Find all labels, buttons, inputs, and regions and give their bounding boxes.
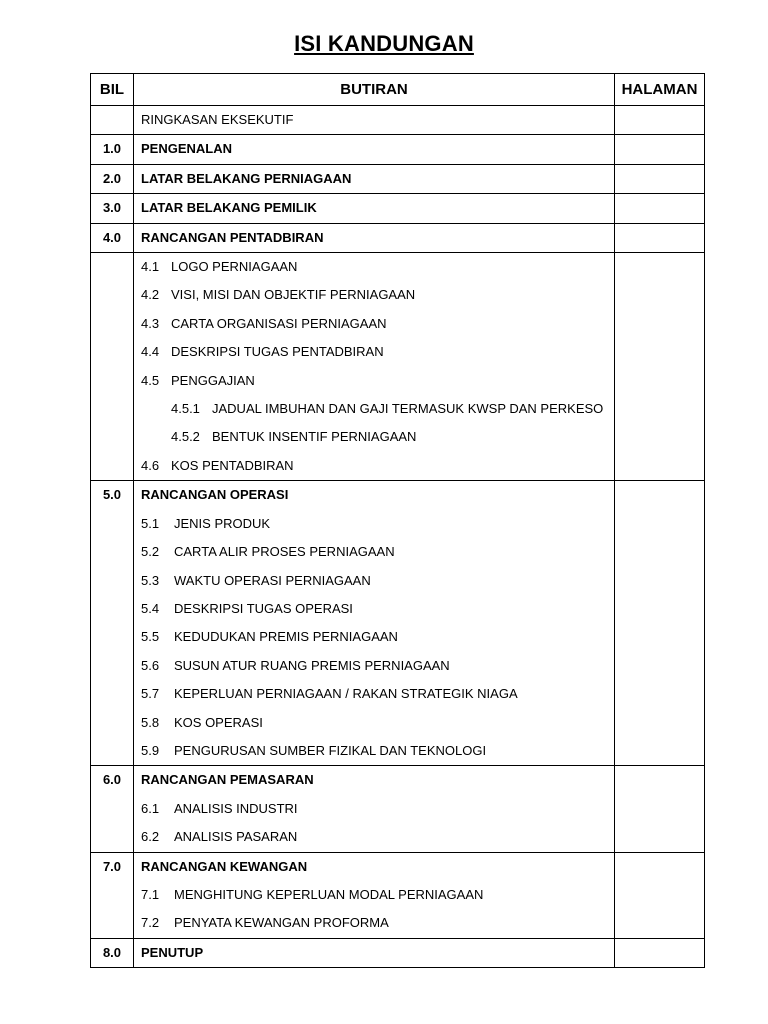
bil-cell: 4.0 — [91, 223, 134, 252]
subitem-label: JENIS PRODUK — [174, 515, 271, 531]
subitem-number: 7.1 — [141, 886, 160, 902]
subitem — [134, 595, 614, 623]
subitem — [134, 567, 614, 595]
subitem-number: 5.8 — [141, 714, 160, 730]
subitem-number: 5.7 — [141, 686, 160, 702]
subitem-label: ANALISIS PASARAN — [174, 829, 298, 845]
item-label: LATAR BELAKANG PEMILIK — [141, 200, 317, 216]
header-butiran: BUTIRAN — [134, 74, 615, 106]
halaman-cell — [615, 481, 705, 766]
subitem-number: 4.6 — [141, 457, 160, 473]
item-label: RANCANGAN OPERASI — [141, 487, 289, 503]
subitem-number: 4.2 — [141, 287, 160, 303]
halaman-cell — [615, 135, 705, 164]
table-row — [91, 164, 705, 193]
halaman-cell — [615, 106, 705, 135]
table-row — [91, 223, 705, 252]
subitem-label: CARTA ALIR PROSES PERNIAGAAN — [174, 544, 395, 560]
subitem-label: KEPERLUAN PERNIAGAAN / RAKAN STRATEGIK NIAGA — [174, 686, 518, 702]
bil-cell: 7.0 — [91, 852, 134, 938]
table-row — [91, 852, 705, 938]
subitem-number: 4.5 — [141, 372, 160, 388]
subitem-label: SUSUN ATUR RUANG PREMIS PERNIAGAAN — [174, 657, 450, 673]
butiran-cell — [134, 766, 615, 852]
subitem-number: 4.3 — [141, 315, 160, 331]
subsubitem — [134, 423, 614, 451]
page-title: ISI KANDUNGAN — [294, 31, 474, 56]
halaman-cell — [615, 766, 705, 852]
butiran-cell — [134, 164, 615, 193]
item-label: RANCANGAN PEMASARAN — [141, 772, 314, 788]
subitem — [134, 737, 614, 765]
table-row — [91, 194, 705, 223]
subitem — [134, 623, 614, 651]
subitem — [134, 709, 614, 737]
subitem — [134, 881, 614, 909]
table-row — [91, 253, 705, 481]
subitem-label: DESKRIPSI TUGAS OPERASI — [174, 600, 353, 616]
butiran-cell — [134, 223, 615, 252]
subitem-number: 5.1 — [141, 515, 160, 531]
subitem — [134, 510, 614, 538]
subitem — [134, 680, 614, 708]
bil-cell: 6.0 — [91, 766, 134, 852]
subitem-label: PENGGAJIAN — [171, 372, 255, 388]
subitem-number: 5.3 — [141, 572, 160, 588]
table-row — [91, 481, 705, 766]
header-row — [91, 74, 705, 106]
subitem — [134, 452, 614, 480]
item-label: RINGKASAN EKSEKUTIF — [141, 112, 294, 127]
item-label: LATAR BELAKANG PERNIAGAAN — [141, 170, 352, 186]
butiran-cell — [134, 938, 615, 967]
subitem — [134, 909, 614, 937]
subitem — [134, 253, 614, 281]
subitem-number: 4.4 — [141, 344, 160, 360]
subitem-label: LOGO PERNIAGAAN — [171, 259, 298, 275]
subitem — [134, 281, 614, 309]
subitem-number: 4.5.2 — [171, 429, 200, 445]
halaman-cell — [615, 194, 705, 223]
subsubitem — [134, 395, 614, 423]
subitem — [134, 823, 614, 851]
table-row — [91, 938, 705, 967]
butiran-cell — [134, 135, 615, 164]
subitem-label: KOS OPERASI — [174, 714, 263, 730]
subitem-number: 4.1 — [141, 259, 160, 275]
bil-cell: 1.0 — [91, 135, 134, 164]
subitem-label: KEDUDUKAN PREMIS PERNIAGAAN — [174, 629, 398, 645]
subitem-label: BENTUK INSENTIF PERNIAGAAN — [212, 429, 417, 445]
halaman-cell — [615, 253, 705, 481]
item-label: PENGENALAN — [141, 141, 233, 157]
subitem-number: 5.4 — [141, 600, 160, 616]
bil-cell — [91, 106, 134, 135]
table-row — [91, 106, 705, 135]
subitem-number: 6.1 — [141, 800, 160, 816]
subitem-label: DESKRIPSI TUGAS PENTADBIRAN — [171, 344, 384, 360]
butiran-cell — [134, 253, 615, 481]
bil-cell: 8.0 — [91, 938, 134, 967]
subitem-label: PENYATA KEWANGAN PROFORMA — [174, 915, 389, 931]
butiran-cell — [134, 481, 615, 766]
contents-table — [90, 73, 705, 968]
subitem-label: CARTA ORGANISASI PERNIAGAAN — [171, 315, 387, 331]
halaman-cell — [615, 164, 705, 193]
subitem-label: WAKTU OPERASI PERNIAGAAN — [174, 572, 371, 588]
table-row — [91, 766, 705, 852]
subitem-label: KOS PENTADBIRAN — [171, 457, 294, 473]
item-label: RANCANGAN KEWANGAN — [141, 858, 308, 874]
subitem-number: 5.6 — [141, 657, 160, 673]
subitem-label: VISI, MISI DAN OBJEKTIF PERNIAGAAN — [171, 287, 416, 303]
subitem — [134, 538, 614, 566]
halaman-cell — [615, 938, 705, 967]
bil-cell — [91, 253, 134, 481]
subitem-number: 6.2 — [141, 829, 160, 845]
halaman-cell — [615, 223, 705, 252]
butiran-cell — [134, 106, 615, 135]
subitem-number: 5.5 — [141, 629, 160, 645]
subitem-number: 7.2 — [141, 915, 160, 931]
table-row — [91, 135, 705, 164]
butiran-cell — [134, 194, 615, 223]
header-bil: BIL — [91, 74, 134, 106]
subitem — [134, 652, 614, 680]
subitem — [134, 338, 614, 366]
subitem — [134, 795, 614, 823]
bil-cell: 3.0 — [91, 194, 134, 223]
item-label: PENUTUP — [141, 944, 204, 960]
subitem — [134, 310, 614, 338]
subitem-number: 5.2 — [141, 544, 160, 560]
subitem-label: JADUAL IMBUHAN DAN GAJI TERMASUK KWSP DAN PERKESO — [212, 401, 604, 417]
subitem-label: ANALISIS INDUSTRI — [174, 800, 298, 816]
subitem-label: PENGURUSAN SUMBER FIZIKAL DAN TEKNOLOGI — [174, 742, 487, 758]
subitem-number: 5.9 — [141, 742, 160, 758]
header-halaman: HALAMAN — [615, 74, 705, 106]
bil-cell: 2.0 — [91, 164, 134, 193]
subitem — [134, 367, 614, 395]
bil-cell: 5.0 — [91, 481, 134, 766]
item-label: RANCANGAN PENTADBIRAN — [141, 229, 324, 245]
subitem-label: MENGHITUNG KEPERLUAN MODAL PERNIAGAAN — [174, 886, 484, 902]
halaman-cell — [615, 852, 705, 938]
butiran-cell — [134, 852, 615, 938]
subitem-number: 4.5.1 — [171, 401, 200, 417]
